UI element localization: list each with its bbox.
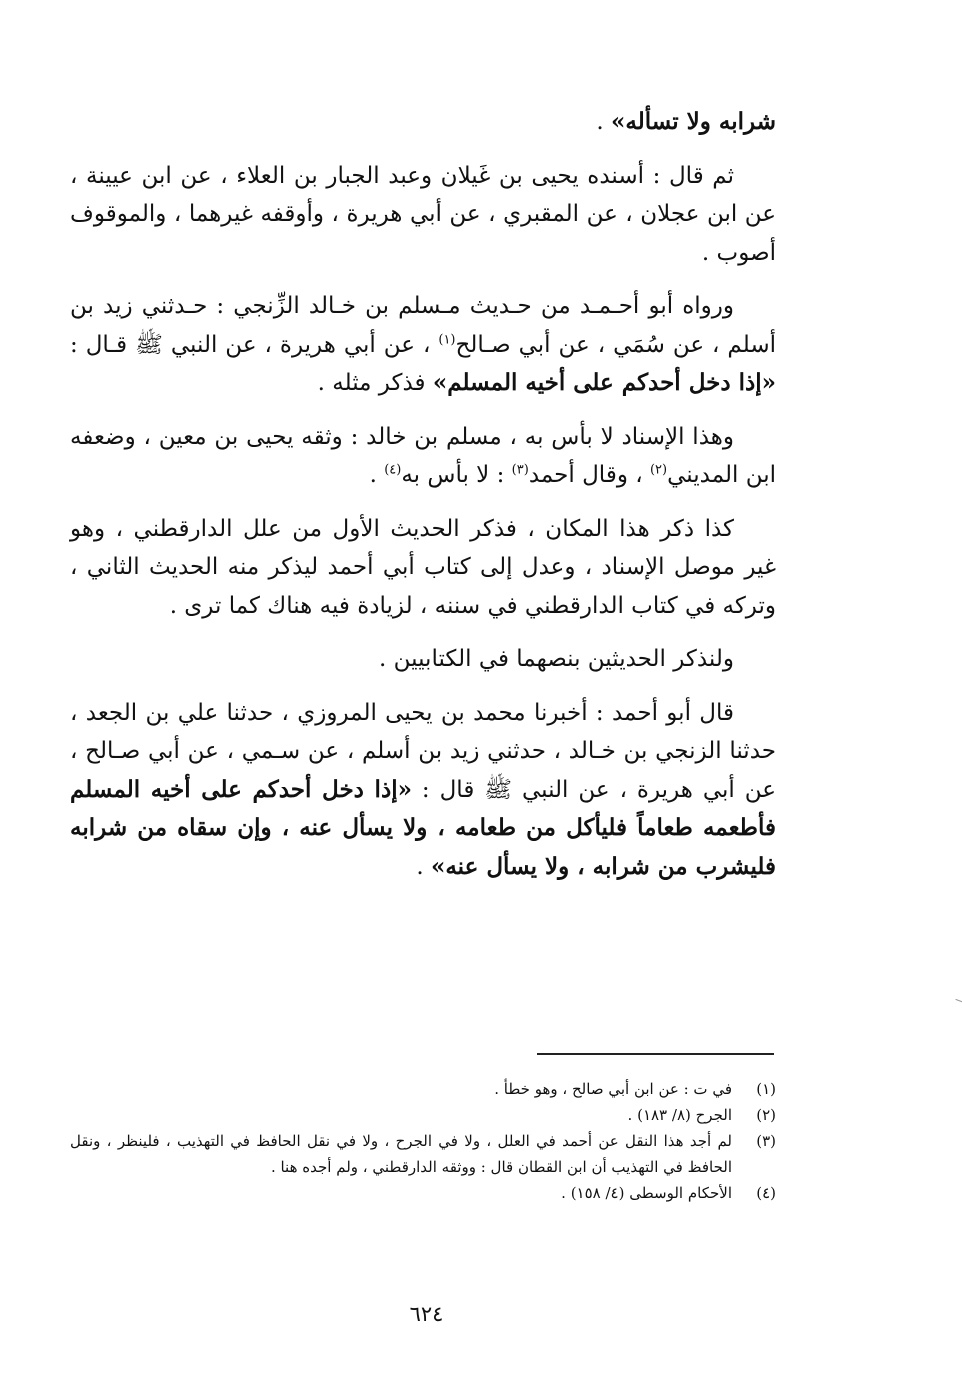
footnote-1 [70, 1076, 776, 1102]
paragraph-6: ولنذكر الحديثين بنصهما في الكتابيين . [379, 646, 734, 672]
footnote-ref-3[interactable]: (٣) [511, 462, 529, 478]
scan-edge-mark [953, 999, 962, 1010]
text-run: ، عن أبي هريرة ، عن النبي ﷺ قـال : [70, 331, 439, 358]
paragraph-2: ثم قال : أسنده يحيى بن غَيلان وعبد الجبار بن العلاء ، عن ابن عيينة ، عن ابن عجلان ، عن المقبري ، عن أبي هريرة ، وأوقفه غيرهما ، والموقوف أصوب . [70, 162, 776, 266]
hadith-quote-end: شرابه ولا تسأله» [611, 108, 776, 135]
text-run: : لا بأس به [401, 462, 512, 488]
paragraph-7 [70, 694, 776, 887]
footnote-ref-1[interactable]: (١) [438, 331, 456, 347]
footnotes [70, 1076, 776, 1206]
footnote-text: الأحكام الوسطى (٤/ ١٥٨) . [561, 1184, 732, 1202]
hadith-quote: «إذا دخل أحدكم على أخيه المسلم فأطعمه طعاماً فليأكل من طعامه ، ولا يسأل عنه ، وإن سقاه من شرابه فليشرب من شرابه ، ولا يسأل عنه» [70, 775, 776, 880]
footnote-number: (١) [756, 1080, 776, 1098]
paragraph-5: كذا ذكر هذا المكان ، فذكر الحديث الأول من علل الدارقطني ، وهو غير موصل الإسناد ، وعدل إلى كتاب أبي أحمد ليذكر منه الحديث الثاني ، وتركه في كتاب الدارقطني في سننه ، لزيادة فيه هناك كما ترى . [70, 515, 776, 619]
footnote-number: (٢) [756, 1106, 776, 1124]
paragraph-3 [70, 287, 776, 403]
main-text [70, 103, 776, 901]
footnote-2 [70, 1102, 776, 1128]
text-run: . [369, 462, 385, 488]
footnote-text: الجرح (٨/ ١٨٣) . [627, 1106, 732, 1124]
footnote-ref-2[interactable]: (٢) [649, 462, 668, 478]
text-run: ورواه أبو أحـمـد من حـديث مـسلم بن خـالد الزِّنجي : حـدثني زيد بن أسلم ، عن سُمَي ، عن أبي صـالح [70, 293, 777, 358]
footnote-text: لم أجد هذا النقل عن أحمد في العلل ، ولا في الجرح ، ولا في نقل الحافظ في التهذيب ، فلينظر ، ونقل الحافظ في التهذيب أن ابن القطان قال : ووثقه الدارقطني ، ولم أجده هنا . [70, 1132, 732, 1176]
hadith-quote: «إذا دخل أحدكم على أخيه المسلم» [432, 369, 776, 396]
paragraph-4 [70, 418, 776, 495]
paragraph-1 [70, 103, 776, 142]
footnote-separator [537, 1053, 774, 1055]
text-run: فذكر مثله . [317, 370, 433, 396]
footnote-number: (٤) [756, 1184, 776, 1202]
text-run: قال أبو أحمد : أخبرنا محمد بن يحيى المروزي ، حدثنا علي بن الجعد ، حدثنا الزنجي بن خـالد ، حدثني زيد بن أسلم ، عن سـمي ، عن أبي صـالح ، عن أبي هريرة ، عن النبي ﷺ قال : [70, 699, 776, 803]
text-run: وهذا الإسناد لا بأس به ، مسلم بن خالد : وثقه يحيى بن معين ، وضعفه ابن المديني [70, 423, 776, 488]
punctuation: . [416, 853, 431, 880]
footnote-text: في ت : عن ابن أبي صالح ، وهو خطأ . [494, 1080, 732, 1098]
footnote-4 [70, 1180, 776, 1206]
footnote-ref-4[interactable]: (٤) [384, 462, 402, 478]
footnote-3 [70, 1128, 776, 1180]
text-run: ، وقال أحمد [528, 462, 650, 488]
footnote-number: (٣) [756, 1132, 776, 1150]
punctuation: . [596, 109, 612, 135]
page-number: ٦٢٤ [409, 1302, 444, 1326]
